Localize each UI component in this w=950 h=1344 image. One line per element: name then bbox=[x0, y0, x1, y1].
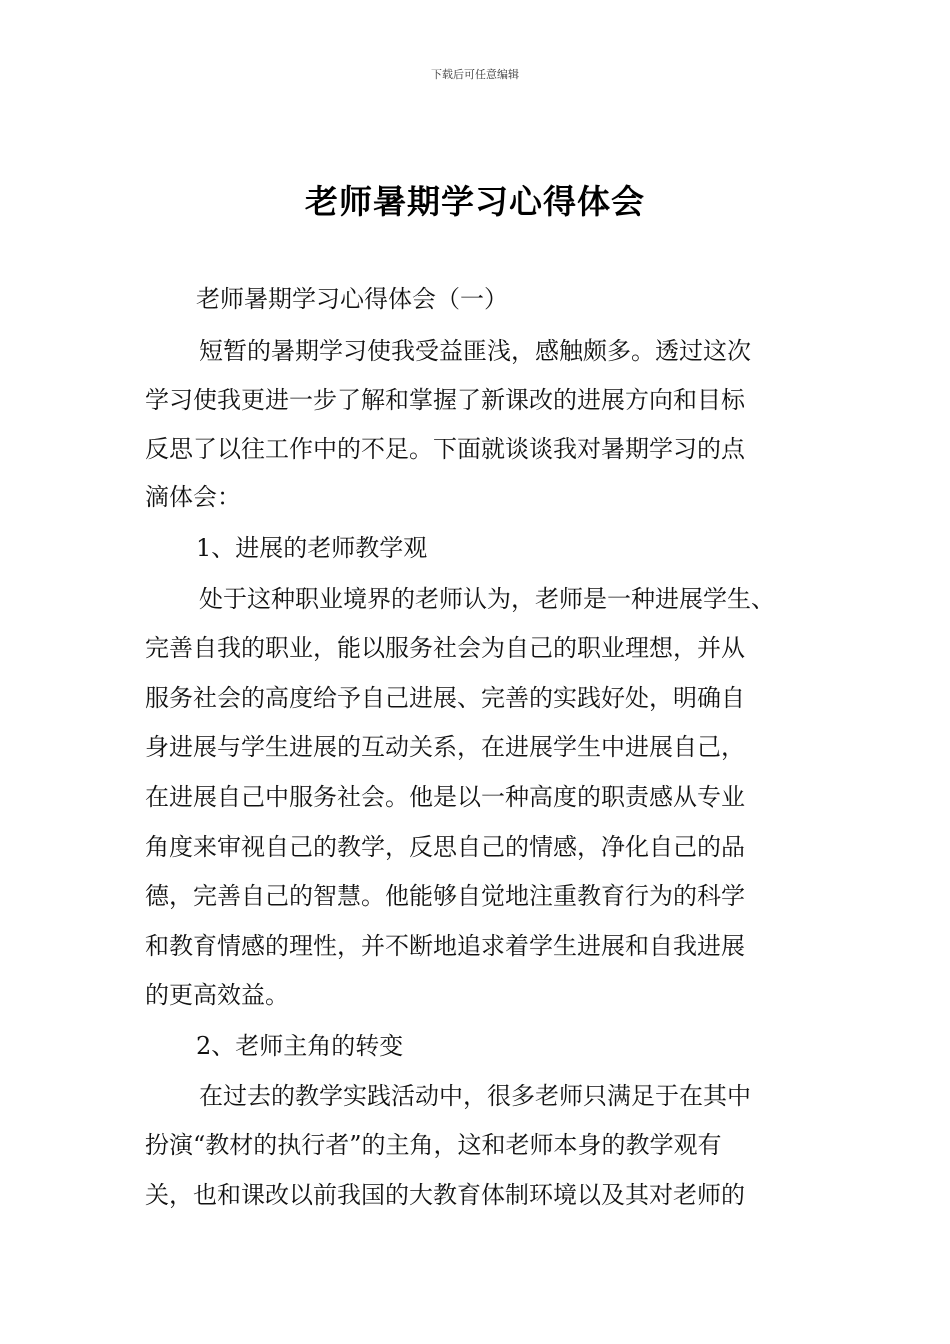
body-line: 滴体会： bbox=[145, 483, 241, 511]
body-line: 短暂的暑期学习使我受益匪浅，感触颇多。透过这次 bbox=[199, 337, 751, 365]
body-line: 扮演“教材的执行者”的主角，这和老师本身的教学观有 bbox=[145, 1131, 722, 1159]
body-line: 在过去的教学实践活动中，很多老师只满足于在其中 bbox=[199, 1082, 751, 1110]
body-line: 角度来审视自己的教学，反思自己的情感，净化自己的品 bbox=[145, 833, 745, 861]
body-line: 德，完善自己的智慧。他能够自觉地注重教育行为的科学 bbox=[145, 882, 745, 910]
body-line: 完善自我的职业，能以服务社会为自己的职业理想，并从 bbox=[145, 634, 745, 662]
body-line: 学习使我更进一步了解和掌握了新课改的进展方向和目标 bbox=[145, 386, 745, 414]
document-title: 老师暑期学习心得体会 bbox=[305, 182, 645, 221]
header-note: 下载后可任意编辑 bbox=[431, 68, 519, 81]
section-heading-1: 1、进展的老师教学观 bbox=[196, 534, 428, 562]
body-line: 身进展与学生进展的互动关系，在进展学生中进展自己， bbox=[145, 733, 745, 761]
body-line: 在进展自己中服务社会。他是以一种高度的职责感从专业 bbox=[145, 783, 745, 811]
body-line: 关，也和课改以前我国的大教育体制环境以及其对老师的 bbox=[145, 1181, 745, 1209]
section-heading-2: 2、老师主角的转变 bbox=[196, 1032, 404, 1060]
body-line: 服务社会的高度给予自己进展、完善的实践好处，明确自 bbox=[145, 684, 745, 712]
body-line: 反思了以往工作中的不足。下面就谈谈我对暑期学习的点 bbox=[145, 435, 745, 463]
body-line: 和教育情感的理性，并不断地追求着学生进展和自我进展 bbox=[145, 932, 745, 960]
body-line: 处于这种职业境界的老师认为，老师是一种进展学生、 bbox=[199, 585, 775, 613]
paragraph-subtitle: 老师暑期学习心得体会（一） bbox=[196, 285, 508, 313]
body-line: 的更高效益。 bbox=[145, 981, 289, 1009]
